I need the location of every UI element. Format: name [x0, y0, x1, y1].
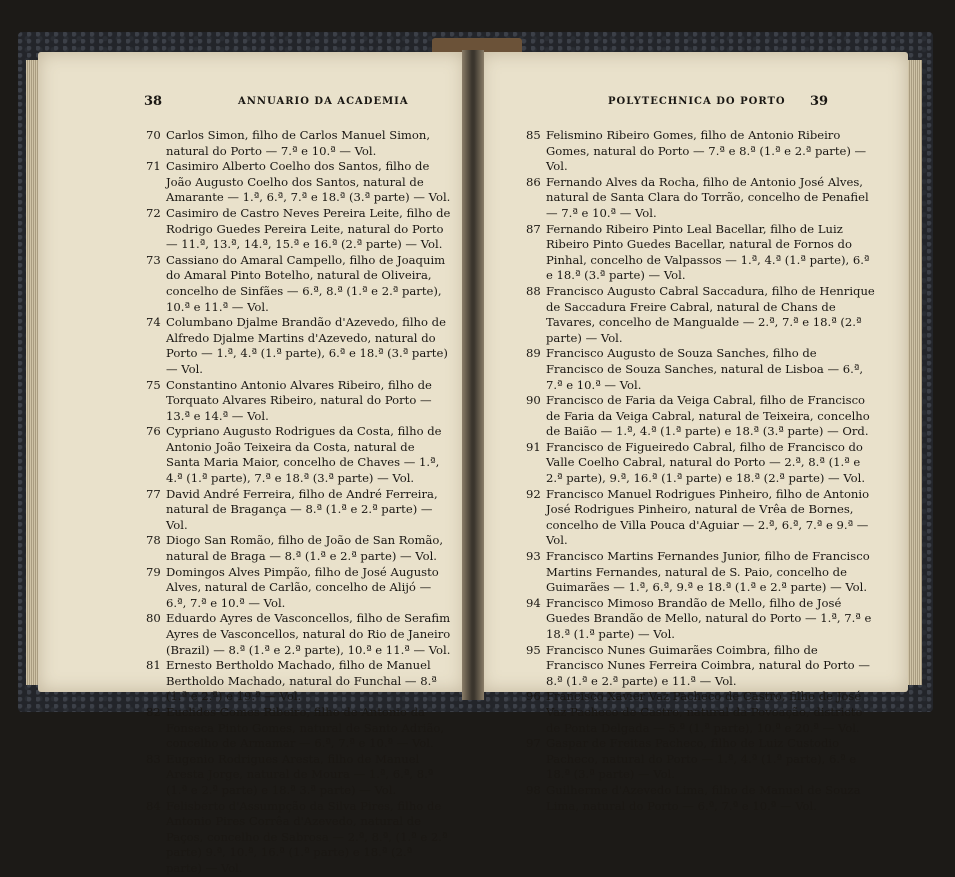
list-item: [526, 440, 876, 487]
entry-number: 96: [526, 689, 541, 704]
entry-number: 86: [526, 174, 541, 189]
entry-number: 98: [526, 782, 541, 797]
entry-text: Constantino Antonio Alvares Ribeiro, filho de Torquato Alvares Ribeiro, natural do Porto — 13.ª e 14.ª — Vol.: [166, 377, 432, 423]
entry-number: 79: [146, 564, 161, 579]
entry-number: 97: [526, 736, 541, 751]
entry-text: Ernesto Bertholdo Machado, filho de Manuel Bertholdo Machado, natural do Funchal — 8.ª (1.ª e 2.ª) e 19.ª — Vol.: [166, 658, 437, 704]
entry-text: Francisco Manuel Rodrigues Pinheiro, filho de Antonio José Rodrigues Pinheiro, natural de Vrêa de Bornes, concelho de Villa Pouca d'Aguiar — 2.ª, 6.ª, 7.ª e 9.ª — Vol.: [546, 486, 870, 548]
entry-number: 94: [526, 595, 541, 610]
entry-number: 72: [146, 205, 161, 220]
list-item: [146, 253, 451, 315]
entry-number: 77: [146, 486, 161, 501]
list-item: [526, 689, 876, 736]
entry-text: Casimiro de Castro Neves Pereira Leite, filho de Rodrigo Guedes Pereira Leite, natural do Porto — 11.ª, 13.ª, 14.ª, 15.ª e 16.ª (2.ª parte) — Vol.: [166, 205, 451, 252]
entry-number: 70: [146, 128, 161, 142]
entry-text: Felismino Ribeiro Gomes, filho de Antonio Ribeiro Gomes, natural do Porto — 7.ª e 8.ª (1.ª e 2.ª parte) — Vol.: [546, 128, 867, 174]
entry-number: 88: [526, 283, 541, 298]
entry-number: 73: [146, 252, 161, 267]
book-gutter: [462, 50, 484, 700]
entry-text: Francisco Augusto de Souza Sanches, filho de Francisco de Souza Sanches, natural de Lisboa — 6.ª, 7.ª e 10.ª — Vol.: [546, 346, 864, 392]
list-item: [146, 206, 451, 253]
entry-text: Casimiro Alberto Coelho dos Santos, filho de João Augusto Coelho dos Santos, natural de Amarante — 1.ª, 6.ª, 7.ª e 18.ª (3.ª parte) — Vol.: [166, 159, 451, 205]
entry-list: [526, 128, 876, 814]
entry-text: Francisco Xavier Vaz Pacheco de Castro, filho de José Vaz Pacheco de Castro, natural da Povoação, districto de Ponta Delgada — 5.ª (1.ª parte), 10.ª e 20.ª — Vol.: [546, 689, 863, 735]
entry-text: Francisco Augusto Cabral Saccadura, filho de Henrique de Saccadura Freire Cabral, natural de Chans de Tavares, concelho de Mangualde — 2.ª, 7.ª e 18.ª (2.ª parte) — Vol.: [546, 283, 875, 345]
entry-text: Francisco Mimoso Brandão de Mello, filho de José Guedes Brandão de Mello, natural do Porto — 1.ª, 7.ª e 18.ª (1.ª parte) — Vol.: [546, 595, 872, 641]
list-item: [146, 611, 451, 658]
entry-number: 84: [146, 798, 161, 813]
list-item: [146, 315, 451, 377]
list-item: [526, 783, 876, 814]
entry-text: Euclides Gomes Ribeiro, filho de Antonio da Fonseca Pinto Gomes, natural de Santo Adrião, concelho de Armamar — 6.ª, 7.ª e 10.ª — Vol.: [166, 704, 445, 751]
list-item: [146, 799, 451, 877]
entry-text: Cassiano do Amaral Campello, filho de Joaquim do Amaral Pinto Botelho, natural de Oliveira, concelho de Sinfães — 6.ª, 8.ª (1.ª e 2.ª parte), 10.ª e 11.ª — Vol.: [166, 252, 446, 314]
entry-number: 91: [526, 439, 541, 454]
entry-number: 74: [146, 315, 161, 330]
entry-text: Carlos Simon, filho de Carlos Manuel Simon, natural do Porto — 7.ª e 10.ª — Vol.: [166, 128, 431, 158]
list-item: [526, 736, 876, 783]
list-item: [526, 549, 876, 596]
left-page: [38, 52, 465, 875]
list-item: [526, 393, 876, 440]
entry-text: Eugenio Rodrigues Aresta, filho de Manuel Aresta Jorge, natural de Moura — 1.ª, 6.ª, 8.ª (1.ª e 2.ª parte) e 18.ª 3.ª parte) — Vol.: [166, 751, 434, 797]
entry-number: 90: [526, 393, 541, 408]
list-item: [526, 222, 876, 284]
entry-text: Francisco de Faria da Veiga Cabral, filho de Francisco de Faria da Veiga Cabral, natural de Teixeira, concelho de Baião — 1.ª, 4.ª (1.ª parte) e 18.ª (3.ª parte) — Ord.: [546, 393, 870, 439]
list-item: [146, 159, 451, 206]
page-number: 38: [144, 94, 163, 109]
entry-text: Francisco Martins Fernandes Junior, filho de Francisco Martins Fernandes, natural de S. Paio, concelho de Guimarães — 1.ª, 6.ª, 9.ª e 18.ª (1.ª e 2.ª parte) — Vol.: [546, 549, 870, 595]
entry-text: Francisco Nunes Guimarães Coimbra, filho de Francisco Nunes Ferreira Coimbra, natural do Porto — 8.ª (1.ª e 2.ª parte) e 11.ª — Vol.: [546, 642, 870, 688]
entry-number: 82: [146, 704, 161, 719]
list-item: [146, 128, 451, 159]
list-item: [146, 424, 451, 486]
running-head: ANNUARIO DA ACADEMIA: [238, 96, 409, 107]
entry-number: 89: [526, 346, 541, 361]
right-page-edges: [906, 60, 922, 685]
entry-text: Francisco de Figueiredo Cabral, filho de Francisco do Valle Coelho Cabral, natural do Porto — 2.ª, 8.ª (1.ª e 2.ª parte), 9.ª, 16.ª (1.ª parte) e 18.ª (2.ª parte) — Vol.: [546, 439, 866, 486]
entry-number: 95: [526, 642, 541, 657]
entry-text: Columbano Djalme Brandão d'Azevedo, filho de Alfredo Djalme Martins d'Azevedo, natural do Porto — 1.ª, 4.ª (1.ª parte), 6.ª e 18.ª (3.ª parte) — Vol.: [166, 315, 448, 376]
list-item: [146, 705, 451, 752]
entry-text: David André Ferreira, filho de André Ferreira, natural de Bragança — 8.ª (1.ª e 2.ª parte) — Vol.: [166, 486, 438, 532]
entry-text: Diogo San Romão, filho de João de San Romão, natural de Braga — 8.ª (1.ª e 2.ª parte) — Vol.: [166, 533, 444, 564]
list-item: [526, 487, 876, 549]
entry-text: Felisberto d'Assumpção da Silva Pires, filho de Antonio Pires Corrêa d'Azevedo, natural de Paços, concelho de Sabrosa — 2.ª, 8.ª, (1.ª e 2.ª parte) 9.ª, 10.ª, 16.ª (1.ª parte) e 18.ª (2.ª parte) — Vol.: [166, 798, 448, 875]
list-item: [526, 284, 876, 346]
entry-number: 92: [526, 486, 541, 501]
list-item: [146, 378, 451, 425]
entry-text: Fernando Ribeiro Pinto Leal Bacellar, filho de Luiz Ribeiro Pinto Guedes Bacellar, natural de Fornos do Pinhal, concelho de Valpassos — 1.ª, 4.ª (1.ª parte), 6.ª e 18.ª (3.ª parte) — Vol.: [546, 221, 870, 283]
list-item: [526, 346, 876, 393]
list-item: [526, 128, 876, 175]
list-item: [146, 565, 451, 612]
list-item: [526, 175, 876, 222]
list-item: [146, 658, 451, 705]
list-item: [146, 533, 451, 564]
entry-number: 78: [146, 533, 161, 548]
list-item: [526, 643, 876, 690]
entry-text: Cypriano Augusto Rodrigues da Costa, filho de Antonio João Teixeira da Costa, natural de Santa Maria Maior, concelho de Chaves — 1.ª, 4.ª (1.ª parte), 7.ª e 18.ª (3.ª parte) — Vol.: [166, 424, 442, 486]
right-page: [480, 52, 908, 813]
entry-number: 76: [146, 424, 161, 439]
page-number: 39: [810, 94, 829, 109]
entry-number: 85: [526, 128, 541, 142]
entry-number: 83: [146, 751, 161, 766]
list-item: [526, 596, 876, 643]
running-head: POLYTECHNICA DO PORTO: [608, 96, 786, 107]
entry-number: 81: [146, 658, 161, 673]
list-item: [146, 752, 451, 799]
list-item: [146, 487, 451, 534]
entry-text: Fernando Alves da Rocha, filho de Antonio José Alves, natural de Santa Clara do Torrão, concelho de Penafiel — 7.ª e 10.ª — Vol.: [546, 174, 869, 220]
entry-number: 80: [146, 611, 161, 626]
entry-number: 71: [146, 159, 161, 174]
entry-text: Eduardo Ayres de Vasconcellos, filho de Serafim Ayres de Vasconcellos, natural do Rio de Janeiro (Brazil) — 8.ª (1.ª e 2.ª parte), 10.ª e 11.ª — Vol.: [166, 611, 451, 657]
entry-text: Gaspar de Freitas Pacheco, filho de Luiz Custodio Pacheco, natural do Porto — 1.ª, 4.ª (1.ª parte), 6.ª e 18.ª (3.ª parte) — Vol.: [546, 736, 857, 782]
entry-number: 75: [146, 377, 161, 392]
entry-text: Guilherme d'Azevedo Lima, filho de Manuel de Souza Lima, natural do Porto — 6.ª, 7.ª e 10.ª — Vol.: [546, 782, 861, 813]
entry-number: 93: [526, 549, 541, 564]
entry-text: Domingos Alves Pimpão, filho de José Augusto Alves, natural de Carlão, concelho de Alijó — 6.ª, 7.ª e 10.ª — Vol.: [166, 564, 439, 610]
entry-list: [146, 128, 451, 877]
entry-number: 87: [526, 221, 541, 236]
